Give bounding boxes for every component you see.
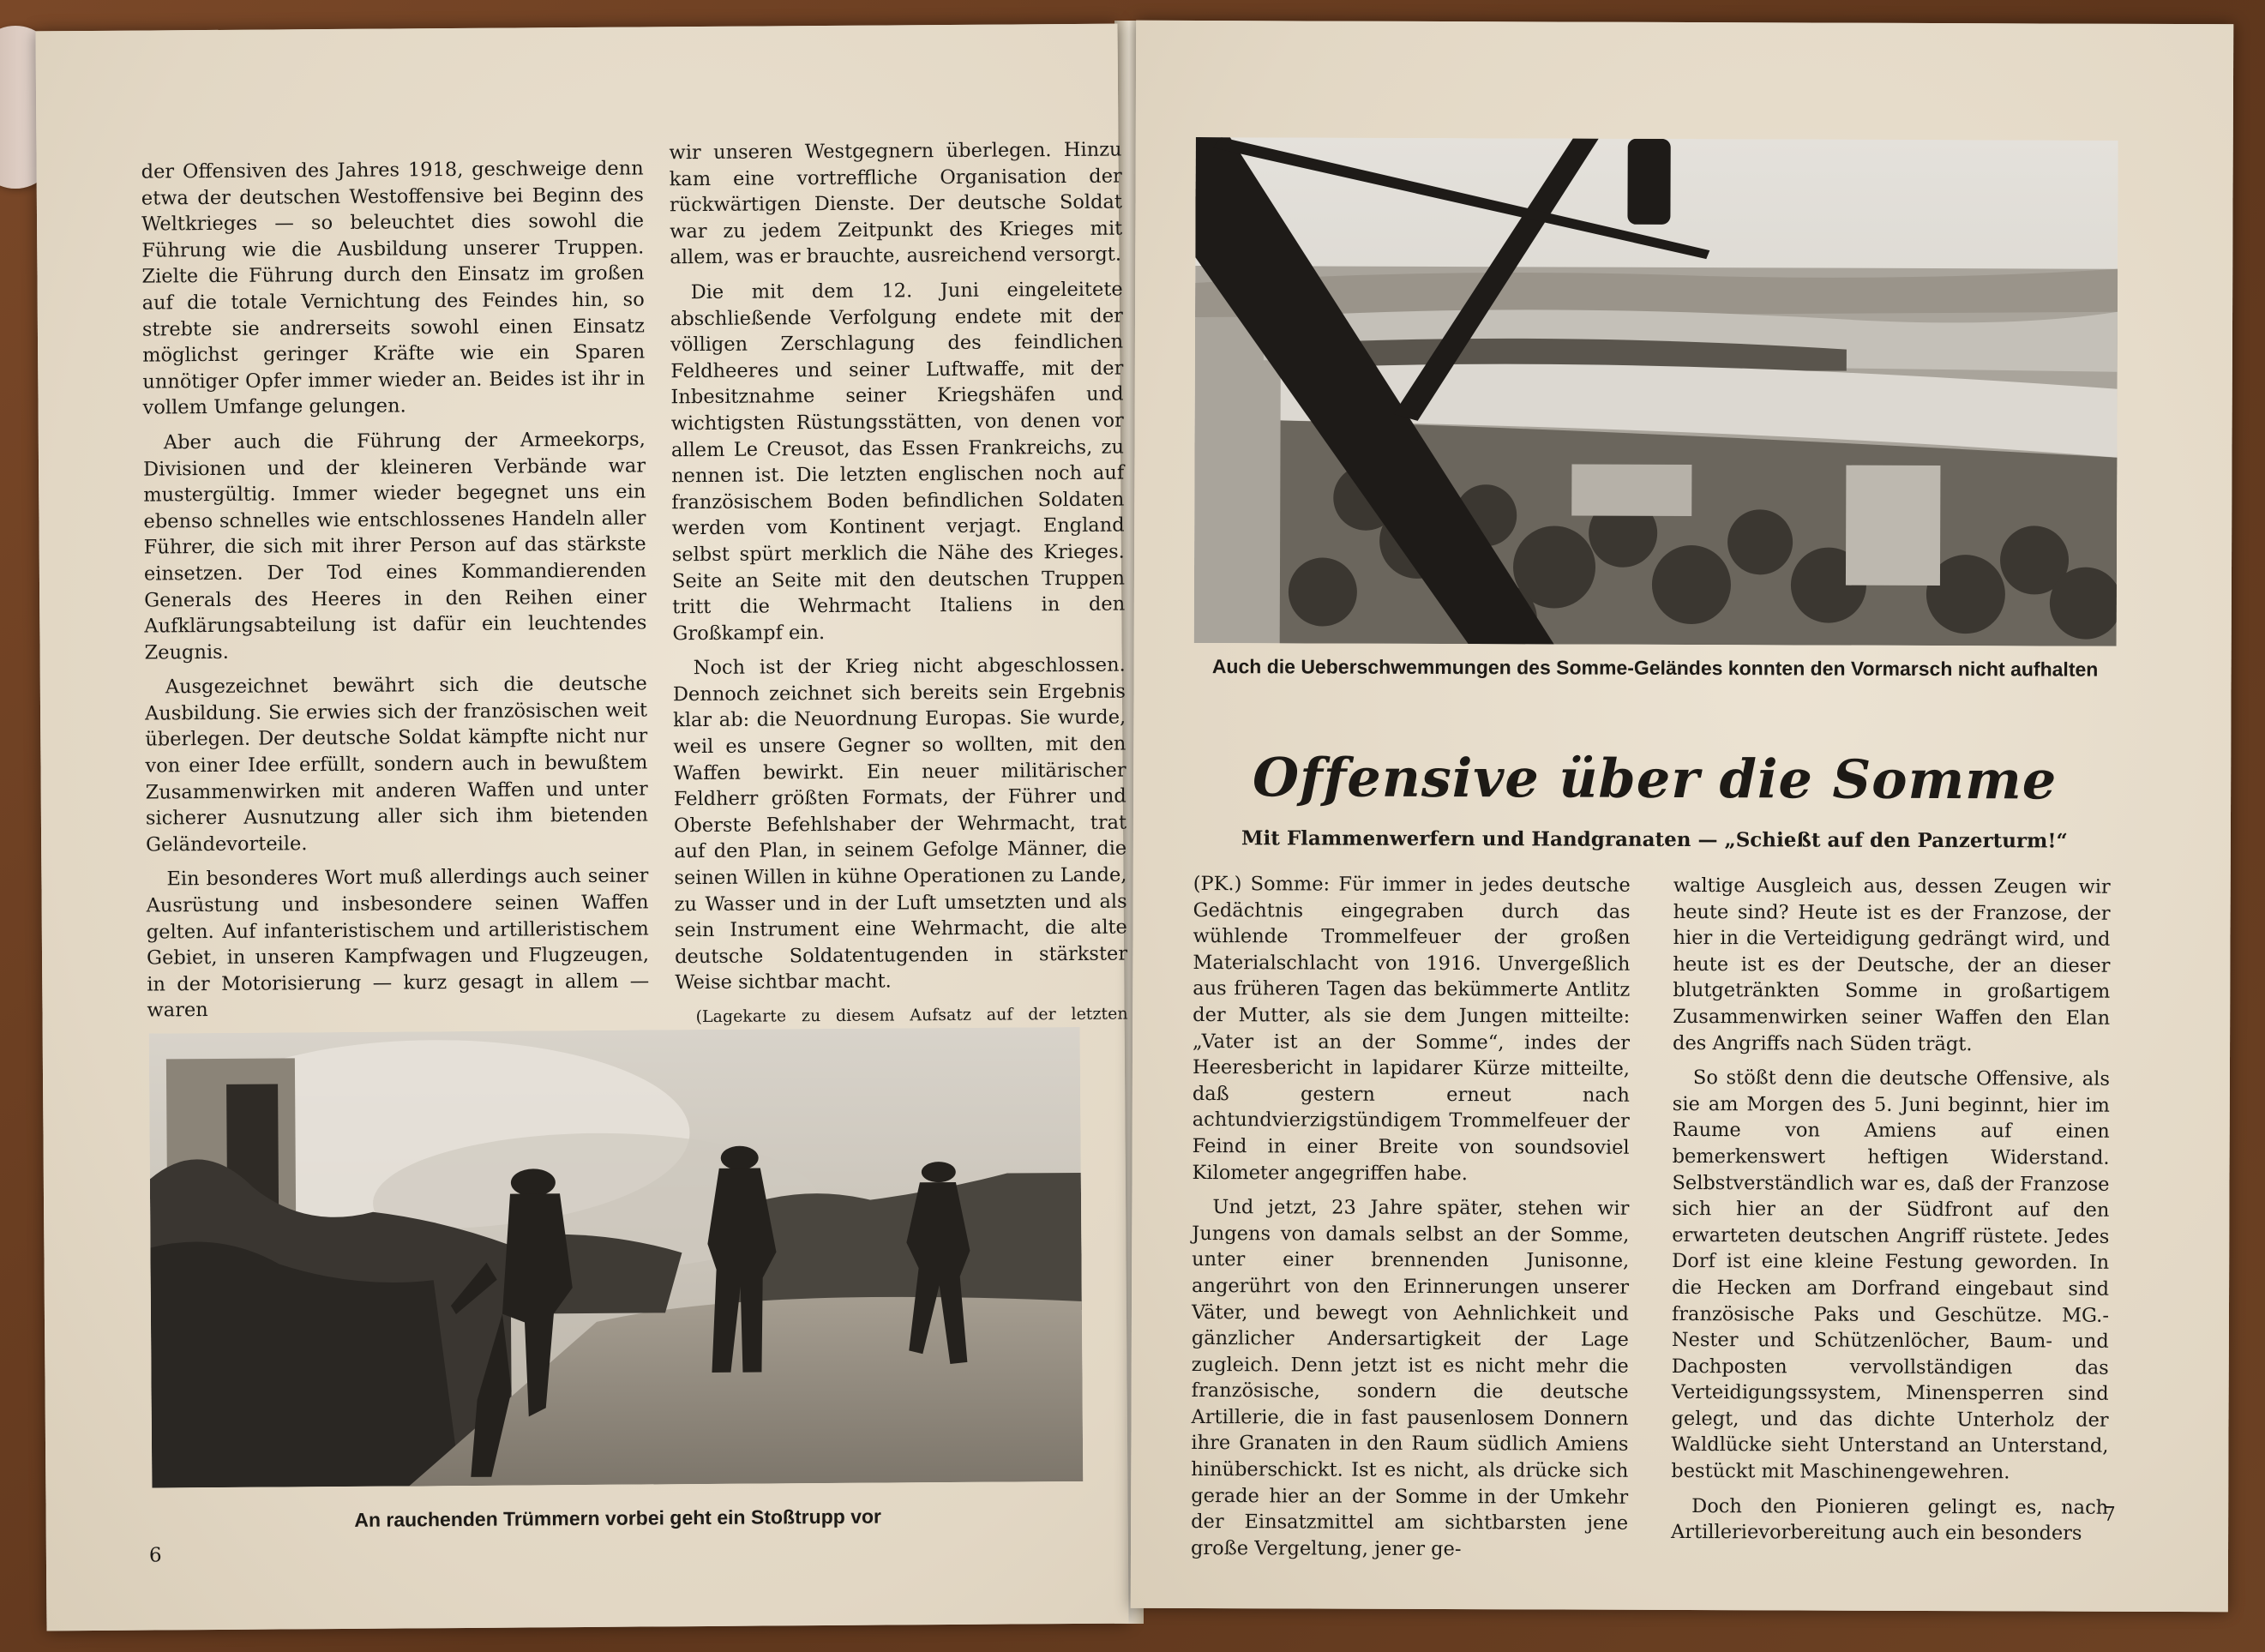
aerial-photo-caption: Auch die Ueberschwemmungen des Somme-Geländes konnten den Vormarsch nicht aufhalten [1211, 655, 2099, 681]
paragraph: Noch ist der Krieg nicht abgeschlossen. Dennoch zeichnet sich bereits sein Ergebnis klar ab: die Neuordnung Europas. Sie wurde, weil es unsere Gegner so wollten, mit den Waffen bewirkt. Ein neuer militärischer Feldherr größten Formats, der Führer und Oberste Befehlshaber der Wehrmacht, trat auf den Plan, in seinem Gefolge Männer, die seinen Willen in kühne Operationen zu Lande, zu Wasser und in der Luft umsetzten und als sein Instrument eine Wehrmacht, die alte deutsche Soldatentugenden in stärkster Weise sichtbar macht. [672, 653, 1128, 994]
paragraph: Ein besonderes Wort muß allerdings auch seiner Ausrüstung und insbesondere seinen Waffen gelten. Auf infanteristischem und artilleristischem Gebiet, in unseren Kampfwagen und Flugzeugen, in der Motorisierung — kurz gesagt in allem — waren [146, 864, 650, 1022]
paragraph: Ausgezeichnet bewährt sich die deutsche Ausbildung. Sie erwies sich der französischen weit überlegen. Der deutsche Soldat kämpfte nicht nur von einer Idee erfüllt, sondern auch in bewußtem Zusammenwirken mit anderen Waffen und unter sicherer Ausnutzung aller sich ihm bietenden Geländevorteile. [144, 672, 648, 856]
troops-photo-caption: An rauchenden Trümmern vorbei geht ein Stoßtrupp vor [354, 1505, 882, 1531]
right-page [1131, 21, 2233, 1612]
article-title: Offensive über die Somme [1252, 746, 2058, 812]
left-page [36, 24, 1129, 1631]
somme-aerial-photo-image [1194, 137, 2118, 646]
paragraph: Und jetzt, 23 Jahre später, stehen wir Jungens von damals selbst an der Somme, unter einer brennenden Junisonne, angerührt von den Erinnerungen unserer Väter, und bewegt von Aehnlichkeit und gänzlicher Andersartigkeit der Lage zugleich. Denn jetzt ist es nicht mehr die französische, sondern die deutsche Artillerie, die in fast pausenlosem Donnern ihre Granaten in den Raum südlich Amiens hinüberschickt. Ist es nicht, als drücke sich gerade hier an der Somme in der Umkehr der Einsatzmittel am sichtbarsten jene große Vergeltung, jener ge- [1190, 1196, 1630, 1560]
right-column-1 [1191, 871, 1631, 1571]
assault-troop-photo-image [149, 1027, 1084, 1488]
somme-aerial-photo [1194, 137, 2118, 646]
assault-troop-photo [149, 1027, 1084, 1488]
paragraph: So stößt denn die deutsche Offensive, als sie am Morgen des 5. Juni beginnt, hier im Raume von Amiens auf einen bemerkenswert heftigen Widerstand. Selbstverständlich war es, daß der Franzose sich hier an der Südfront auf den erwarteten deutschen Angriff rüstete. Jedes Dorf ist eine kleine Festung geworden. In die Hecken am Dorfrand eingebaut sind französische Paks und Geschütze. MG.-Nester und Schützenlöcher, Baum- und Dachposten vervollständigen das Verteidigungssystem, Minensperren sind gelegt, und das dichte Unterholz der Waldlücke sieht Unterstand an Unterstand, bestückt mit Maschinengewehren. [1671, 1066, 2110, 1484]
paragraph: Doch den Pionieren gelingt es, nach Artillerievorbereitung auch ein besonders [1671, 1494, 2109, 1545]
map-reference-note: (Lagekarte zu diesem Aufsatz auf der letzten [695, 1004, 1128, 1027]
paragraph: der Offensiven des Jahres 1918, geschweige denn etwa der deutschen Westoffensive bei Beginn des Weltkrieges — so beleuchtet dies sowohl die Führung wie die Ausbildung unserer Truppen. Zielte die Führung durch den Einsatz im großen auf die totale Vernichtung des Feindes hin, so strebte sie andrerseits sowohl einen Einsatz möglichst geringer Kräfte wie ein Sparen unnötiger Opfer immer wieder an. Beides ist ihr in vollem Umfange gelungen. [141, 157, 646, 419]
right-column-2 [1671, 873, 2111, 1556]
paragraph: waltige Ausgleich aus, dessen Zeugen wir heute sind? Heute ist es der Franzose, der hier in die Verteidigung gedrängt wird, und heute ist es der Deutsche, der an dieser blutgetränkten Somme in großartigem Zusammenwirken seiner Waffen den Elan des Angriffs nach Süden trägt. [1673, 874, 2111, 1055]
paragraph: Die mit dem 12. Juni eingeleitete abschließende Verfolgung endete mit der völligen Zerschlagung des feindlichen Feldheeres und seiner Luftwaffe, mit der Inbesitznahme seiner Kriegshäfen und wichtigsten Rüstungsstätten, von denen vor allem Le Creusot, das Essen Frankreichs, zu nennen ist. Die letzten englischen noch auf französischem Boden befindlichen Soldaten werden vom Kontinent verjagt. England selbst spürt merklich die Nähe des Krieges. Seite an Seite mit den deutschen Truppen tritt die Wehrmacht Italiens in den Großkampf ein. [670, 278, 1126, 645]
page-number: 7 [2103, 1503, 2116, 1526]
paragraph: wir unseren Westgegnern überlegen. Hinzu kam eine vortreffliche Organisation der rückwärtigen Dienste. Der deutsche Soldat war zu jedem Zeitpunkt des Krieges mit allem, was er brauchte, ausreichend versorgt. [669, 138, 1123, 269]
left-column-2 [669, 137, 1127, 1062]
page-number: 6 [148, 1544, 162, 1567]
article-subtitle: Mit Flammenwerfern und Handgranaten — „Schießt auf den Panzerturm!“ [1241, 826, 2068, 853]
paragraph: Aber auch die Führung der Armeekorps, Divisionen und der kleineren Verbände war mustergültig. Immer wieder begegnet uns ein ebenso schnelles wie entschlossenes Handeln aller Führer, die sich mit ihrer Person auf das stärkste einsetzen. Der Tod eines Kommandierenden Generals des Heeres in den Reihen einer Aufklärungsabteilung ist dafür ein leuchtendes Zeugnis. [142, 428, 647, 664]
left-column-1 [141, 155, 650, 1032]
paragraph: (PK.) Somme: Für immer in jedes deutsche Gedächtnis eingegraben durch das wühlende Trommelfeuer der großen Materialschlacht von 1916. Unvergeßlich aus früheren Tagen das bekümmerte Antlitz der Mutter, als sie dem Jungen mitteilte: „Vater ist an der Somme“, indes der Heeresbericht in lapidarer Kürze mitteilte, daß gestern erneut nach achtundvierzigstündigem Trommelfeuer der Feind in einer Breite von soundsoviel Kilometer angegriffen habe. [1192, 873, 1631, 1185]
